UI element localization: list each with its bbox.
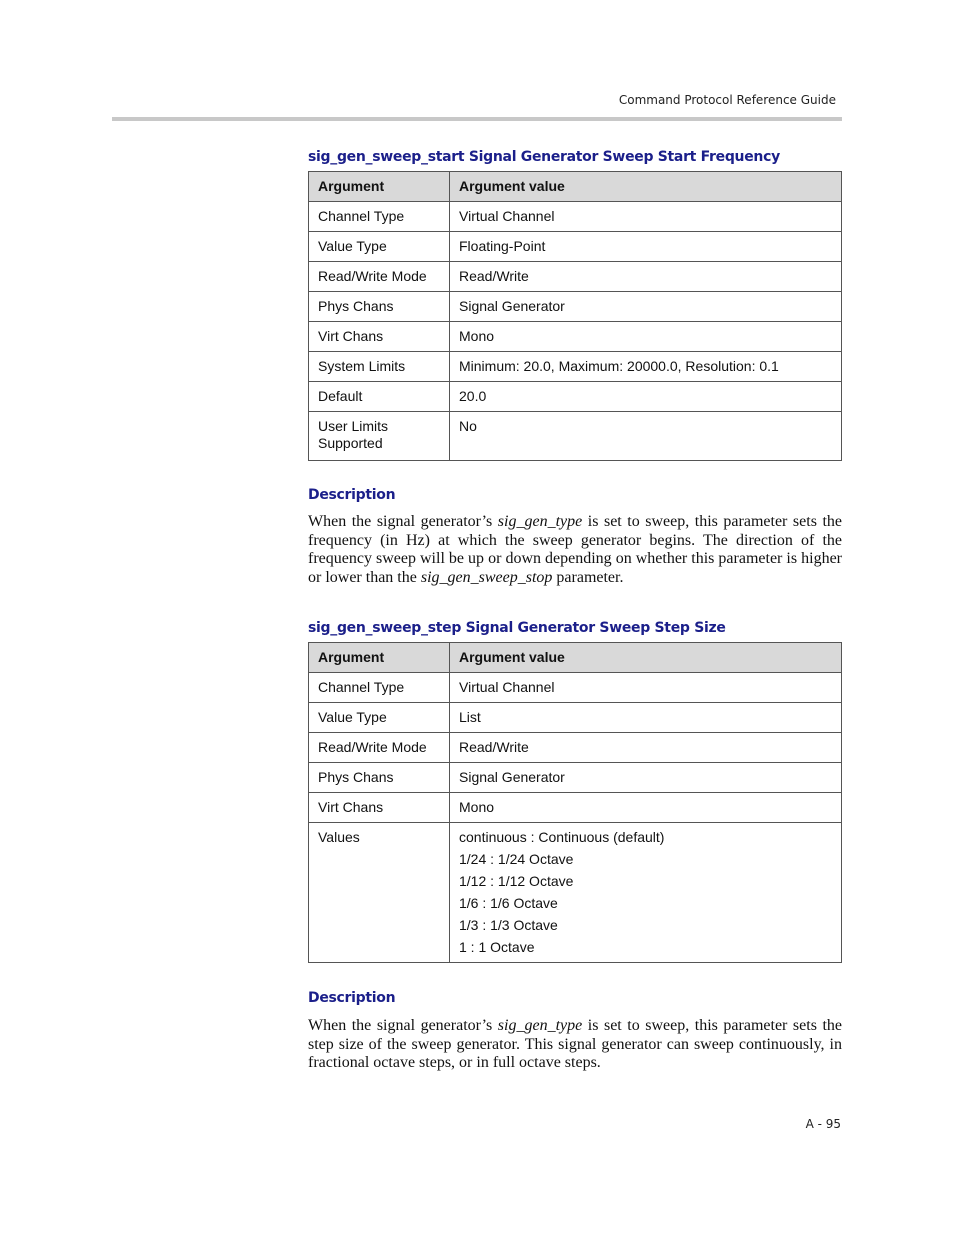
value-cell: Mono bbox=[450, 793, 842, 823]
parameter-reference: sig_gen_type bbox=[497, 513, 583, 530]
text-span: parameter. bbox=[552, 568, 624, 586]
column-header: Argument bbox=[309, 172, 450, 202]
description-text bbox=[308, 513, 842, 587]
description-heading: Description bbox=[308, 487, 396, 503]
table-row bbox=[309, 262, 842, 292]
value-cell: 20.0 bbox=[450, 382, 842, 412]
table-row bbox=[309, 232, 842, 262]
table-row bbox=[309, 292, 842, 322]
arg-cell: Channel Type bbox=[309, 202, 450, 232]
arg-cell: Default bbox=[309, 382, 450, 412]
arg-cell: Phys Chans bbox=[309, 292, 450, 322]
value-cell: No bbox=[450, 412, 842, 461]
section-heading bbox=[308, 149, 842, 165]
table-row bbox=[309, 352, 842, 382]
arg-cell: System Limits bbox=[309, 352, 450, 382]
description-block-2 bbox=[308, 990, 842, 1073]
description-block-1 bbox=[308, 487, 842, 587]
table-row bbox=[309, 733, 842, 763]
table-row bbox=[309, 322, 842, 352]
table-header-row bbox=[309, 643, 842, 673]
value-cell: Read/Write bbox=[450, 733, 842, 763]
running-header: Command Protocol Reference Guide bbox=[618, 93, 836, 107]
table-row bbox=[309, 412, 842, 461]
arg-cell: Value Type bbox=[309, 232, 450, 262]
section-sweep-start bbox=[308, 149, 842, 461]
argument-table bbox=[308, 642, 842, 963]
arg-cell: Channel Type bbox=[309, 673, 450, 703]
value-cell: Read/Write bbox=[450, 262, 842, 292]
parameter-reference: sig_gen_type bbox=[497, 1017, 583, 1034]
value-option: 1/24 : 1/24 Octave bbox=[459, 851, 574, 867]
value-option: continuous : Continuous (default) bbox=[459, 829, 665, 845]
table-row bbox=[309, 703, 842, 733]
table-row bbox=[309, 793, 842, 823]
value-cell: Signal Generator bbox=[450, 763, 842, 793]
arg-cell: Values bbox=[309, 823, 450, 963]
parameter-reference: sig_gen_sweep_stop bbox=[420, 568, 553, 586]
arg-cell: Read/Write Mode bbox=[309, 262, 450, 292]
description-text bbox=[308, 1017, 842, 1073]
section-heading bbox=[308, 620, 842, 636]
value-option: 1/3 : 1/3 Octave bbox=[459, 917, 558, 933]
value-cell: Virtual Channel bbox=[450, 673, 842, 703]
value-cell: Virtual Channel bbox=[450, 202, 842, 232]
value-cell: Mono bbox=[450, 322, 842, 352]
description-heading: Description bbox=[308, 990, 396, 1006]
text-span: is set to sweep, this parameter sets the frequency (in Hz) at which the sweep generator begins. The direction of the frequency sweep will be up or down depending on whether this parameter is higher or lower than the bbox=[308, 513, 843, 586]
value-option: 1 : 1 Octave bbox=[459, 939, 535, 955]
table-row bbox=[309, 382, 842, 412]
table-row bbox=[309, 763, 842, 793]
column-header: Argument value bbox=[450, 643, 842, 673]
value-option: 1/6 : 1/6 Octave bbox=[459, 895, 558, 911]
arg-cell: Value Type bbox=[309, 703, 450, 733]
value-cell: Floating-Point bbox=[450, 232, 842, 262]
page-number: A - 95 bbox=[805, 1117, 841, 1131]
values-list-cell bbox=[450, 823, 842, 963]
text-span: When the signal generator’s bbox=[308, 1017, 498, 1034]
table-row bbox=[309, 673, 842, 703]
command-title: Signal Generator Sweep Step Size bbox=[465, 620, 726, 636]
column-header: Argument value bbox=[450, 172, 842, 202]
table-row bbox=[309, 823, 842, 963]
arg-cell: Read/Write Mode bbox=[309, 733, 450, 763]
text-span: When the signal generator’s bbox=[308, 513, 498, 530]
value-cell: Signal Generator bbox=[450, 292, 842, 322]
section-sweep-step bbox=[308, 620, 842, 963]
header-rule bbox=[112, 117, 842, 121]
command-name: sig_gen_sweep_start bbox=[308, 149, 465, 165]
arg-cell: User Limits Supported bbox=[309, 412, 450, 461]
command-name: sig_gen_sweep_step bbox=[308, 620, 462, 636]
arg-cell: Phys Chans bbox=[309, 763, 450, 793]
value-cell: Minimum: 20.0, Maximum: 20000.0, Resolution: 0.1 bbox=[450, 352, 842, 382]
command-title: Signal Generator Sweep Start Frequency bbox=[468, 149, 780, 165]
arg-cell: Virt Chans bbox=[309, 322, 450, 352]
table-header-row bbox=[309, 172, 842, 202]
column-header: Argument bbox=[309, 643, 450, 673]
value-option: 1/12 : 1/12 Octave bbox=[459, 873, 574, 889]
text-span: is set to sweep, this parameter sets the step size of the sweep generator. This signal generator can sweep continuously, in fractional octave steps, or in full octave steps. bbox=[308, 1017, 843, 1071]
arg-cell: Virt Chans bbox=[309, 793, 450, 823]
value-cell: List bbox=[450, 703, 842, 733]
argument-table bbox=[308, 171, 842, 461]
table-row bbox=[309, 202, 842, 232]
